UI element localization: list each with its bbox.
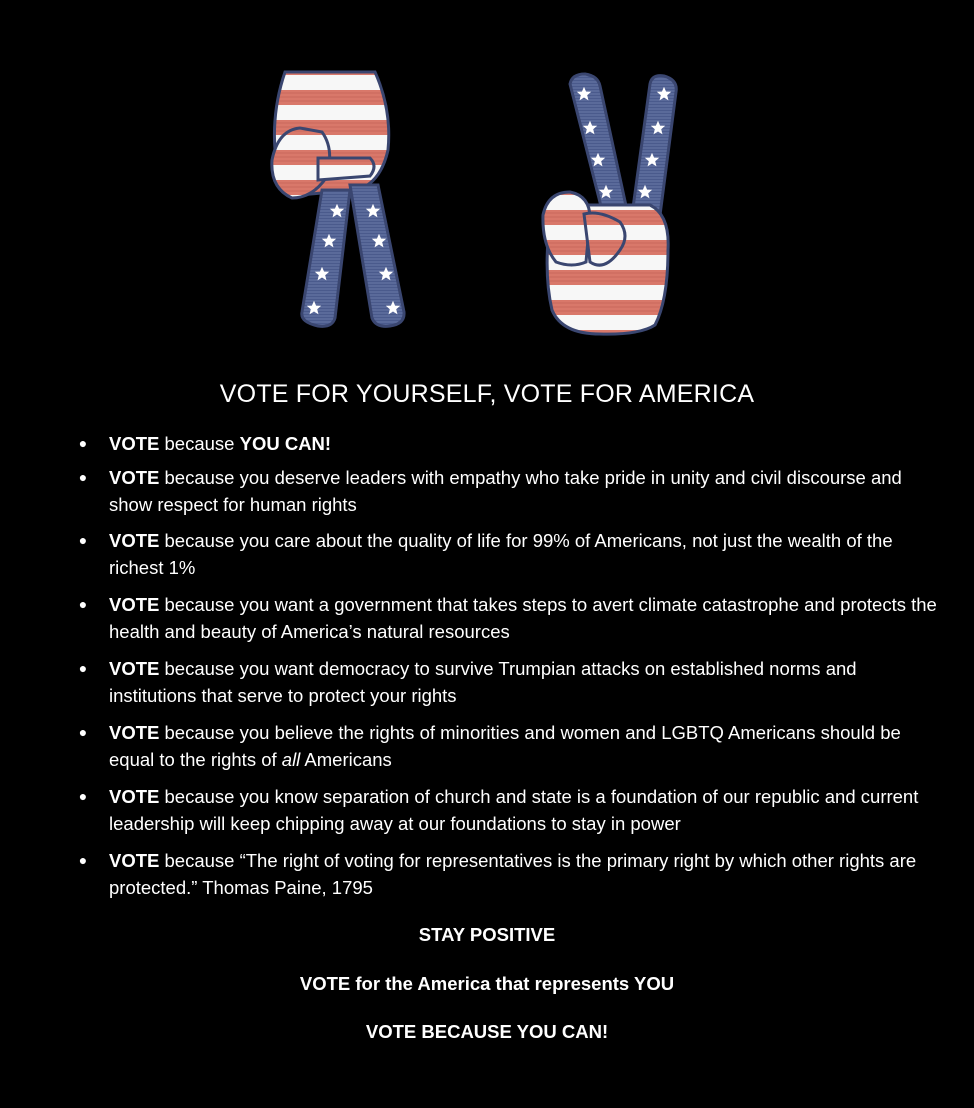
closing-line-stay-positive: STAY POSITIVE	[418, 924, 556, 945]
reason-text: VOTE because you care about the quality of life for 99% of Americans, not just the wealth of the richest 1%	[109, 530, 893, 578]
list-item	[0, 655, 974, 709]
list-item	[0, 591, 974, 645]
bullet-icon: ●	[78, 852, 88, 868]
reason-text: VOTE because you want a government that takes steps to avert climate catastrophe and protects the health and beauty of America’s natural resources	[109, 594, 937, 642]
headline: VOTE FOR YOURSELF, VOTE FOR AMERICA	[219, 380, 755, 408]
reason-text: VOTE because you know separation of church and state is a foundation of our republic and current leadership will keep chipping away at our foundations to stay in power	[109, 786, 919, 834]
bullet-icon: ●	[78, 660, 88, 676]
reason-text: VOTE because you want democracy to survive Trumpian attacks on established norms and institutions that serve to protect your rights	[109, 658, 857, 706]
upside-down-peace-sign-hand-icon	[272, 72, 404, 326]
reason-text: VOTE because YOU CAN!	[109, 433, 332, 454]
bullet-icon: ●	[78, 788, 88, 804]
list-item	[0, 527, 974, 581]
bullet-icon: ●	[78, 596, 88, 612]
reason-text: VOTE because you deserve leaders with empathy who take pride in unity and civil discourse and show respect for human rights	[109, 467, 902, 515]
peace-hands-illustration	[0, 0, 974, 360]
bullet-icon: ●	[78, 724, 88, 740]
list-item	[0, 847, 974, 901]
list-item	[0, 430, 974, 456]
list-item	[0, 719, 974, 773]
bullet-icon: ●	[78, 532, 88, 548]
list-item	[0, 464, 974, 518]
reason-text: VOTE because you believe the rights of minorities and women and LGBTQ Americans should be equal to the rights of all Americans	[109, 722, 901, 770]
list-item	[0, 783, 974, 837]
bullet-icon: ●	[78, 435, 88, 451]
reason-text: VOTE because “The right of voting for representatives is the primary right by which other rights are protected.” Thomas Paine, 1795	[109, 850, 917, 898]
closing-line-represents-you: VOTE for the America that represents YOU	[299, 973, 675, 994]
closing-line-vote-because: VOTE BECAUSE YOU CAN!	[365, 1021, 609, 1042]
peace-sign-hand-icon	[543, 74, 676, 334]
bullet-icon: ●	[78, 469, 88, 485]
